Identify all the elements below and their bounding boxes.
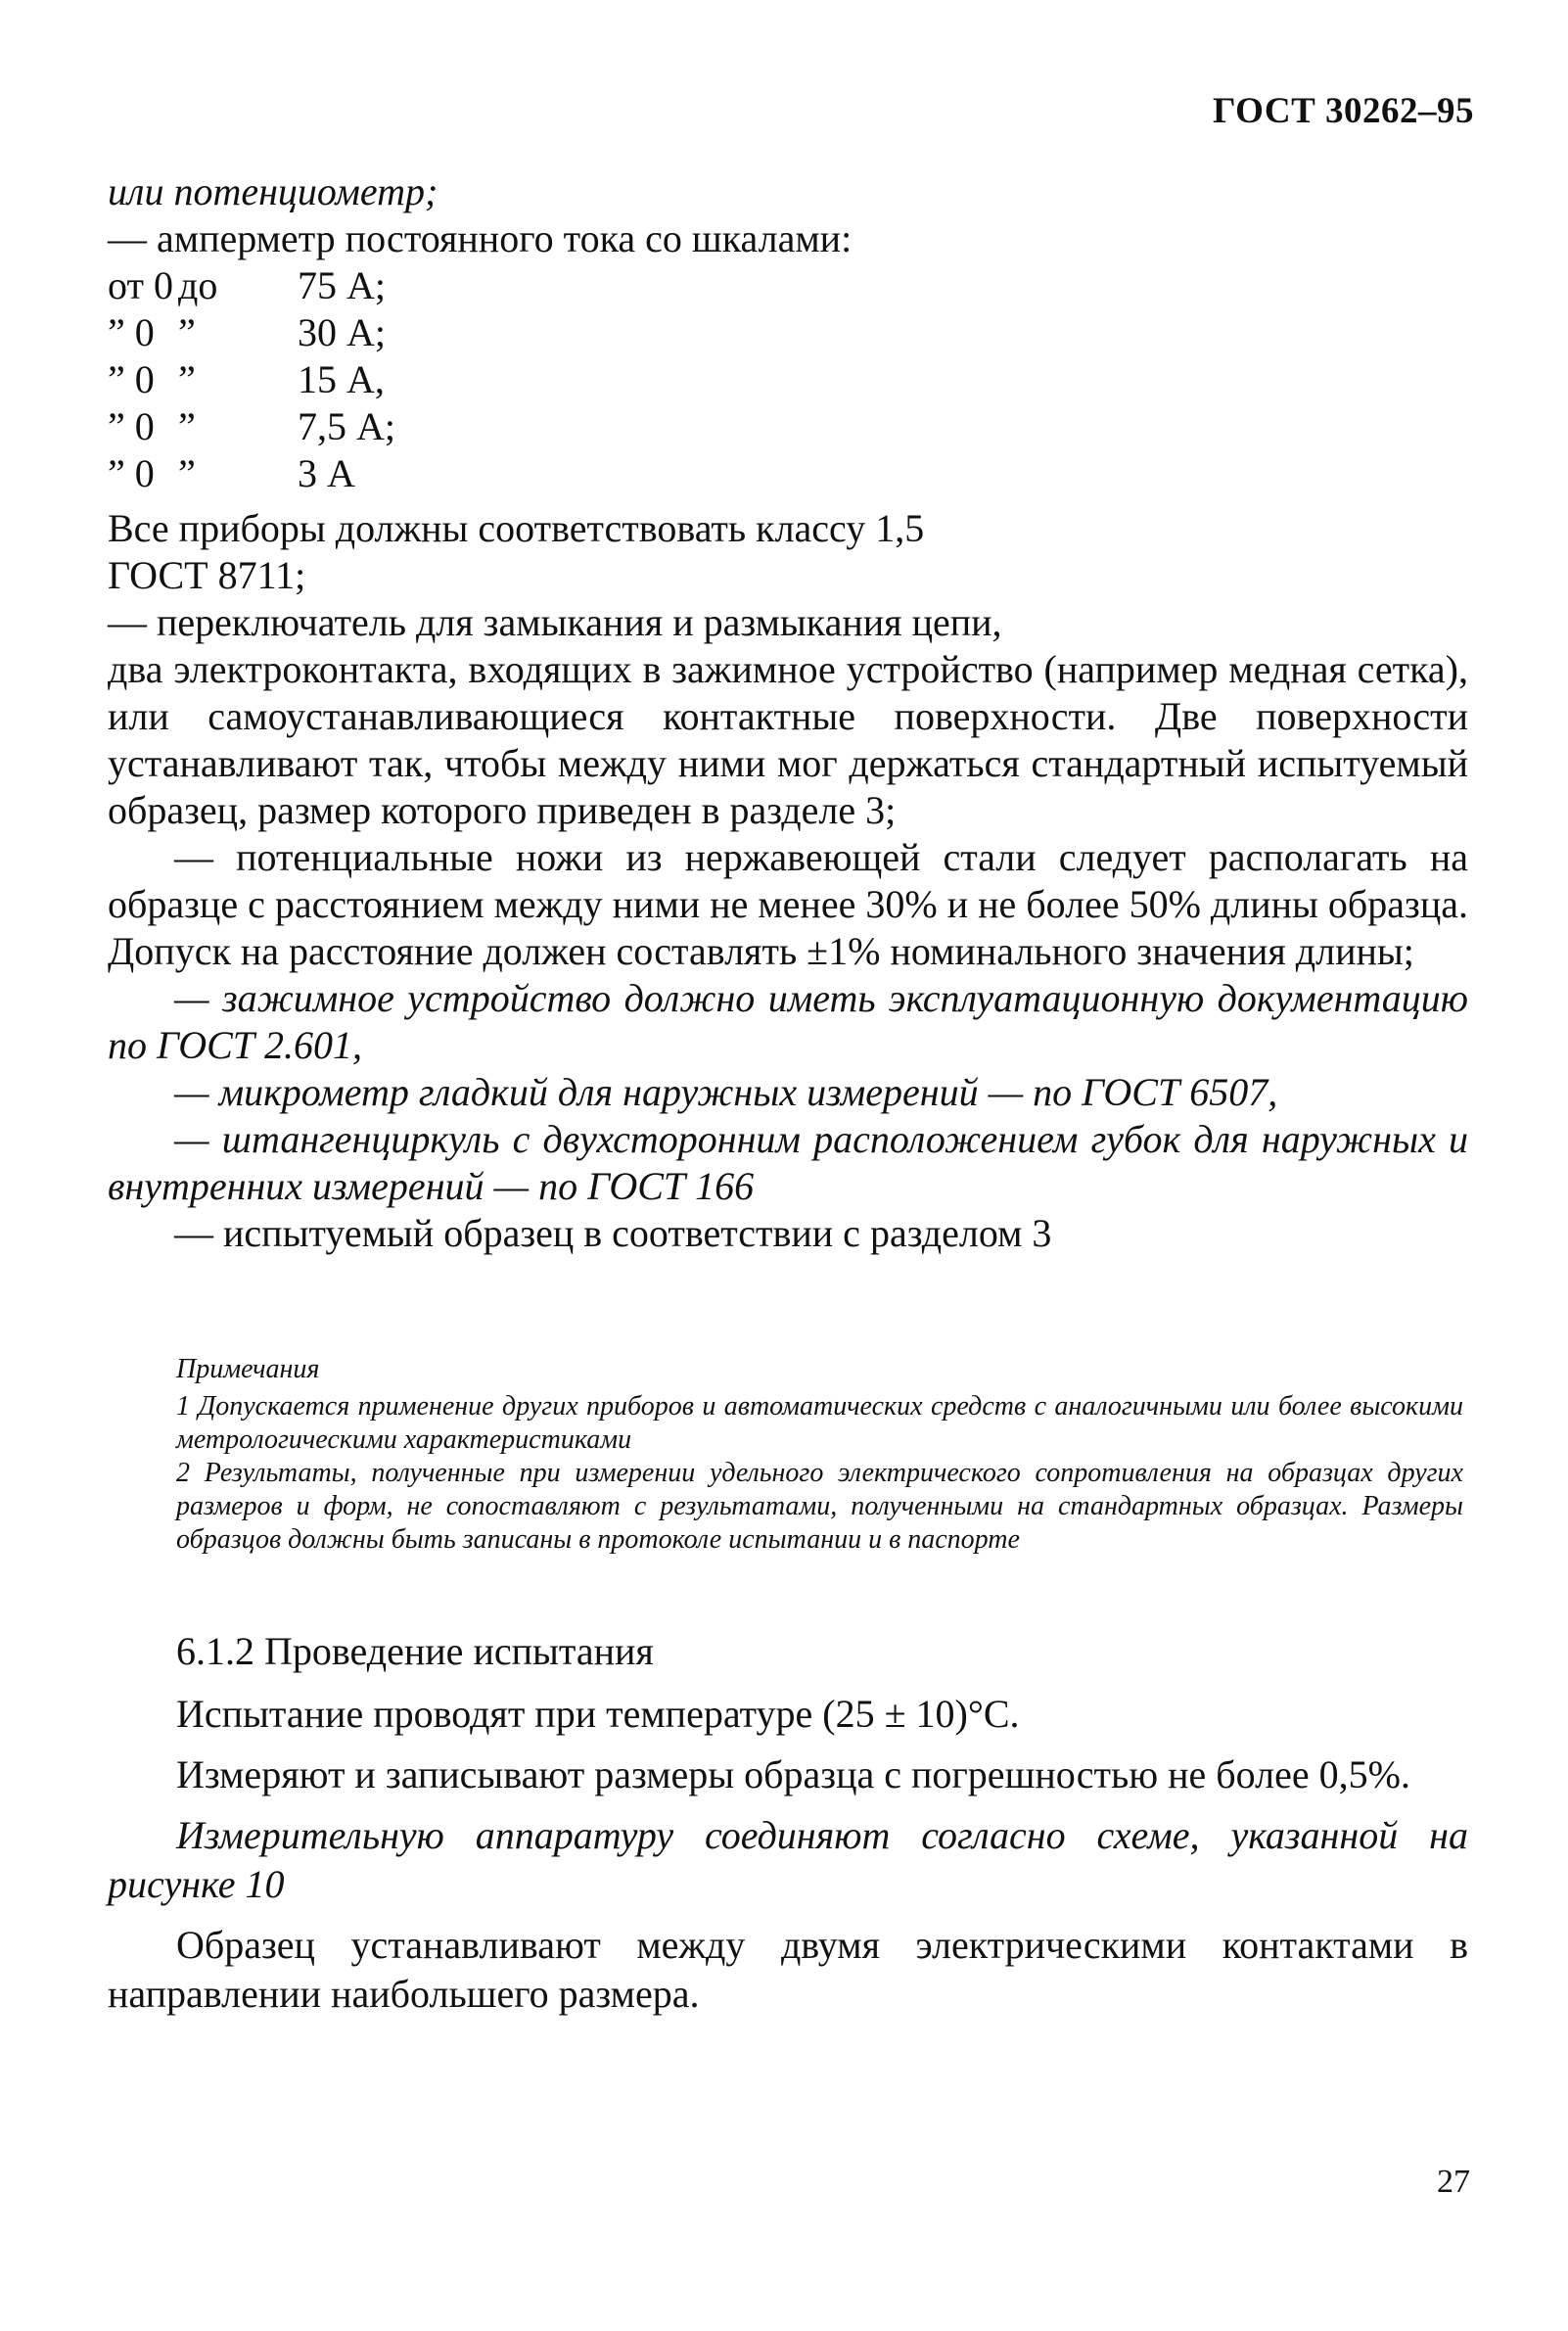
test-specimen-item: — испытуемый образец в соответствии с разделом 3 xyxy=(174,1211,1052,1255)
ammeter-scale-row xyxy=(108,309,1468,356)
scale-from: ” 0 xyxy=(108,451,155,495)
scale-from: ” 0 xyxy=(108,310,155,354)
electrocontacts-paragraph: два электроконтакта, входящих в зажимное устройство (например медная сетка), или самоустанавливающиеся контактные поверхности. Две поверхности устанавливают так, чтобы между ними мог держаться стандартный испытуемый образец, размер которого приведен в разделе 3; xyxy=(108,647,1468,832)
potential-knives-paragraph: — потенциальные ножи из нержавеющей стали следует располагать на образце с расстоянием между ними не менее 30% и не более 50% длины образца. Допуск на расстояние должен составлять ±1% номинального значения длины; xyxy=(108,835,1468,973)
scale-value: 15 А, xyxy=(298,357,385,401)
ammeter-scale-row xyxy=(108,403,1468,450)
scale-from: ” 0 xyxy=(108,404,155,448)
scale-to: ” xyxy=(178,310,196,354)
scale-from: ” 0 xyxy=(108,357,155,401)
ammeter-line: — амперметр постоянного тока со шкалами: xyxy=(108,216,853,260)
notes-title: Примечания xyxy=(176,1354,320,1384)
accuracy-standard-line: ГОСТ 8711; xyxy=(108,553,306,597)
caliper-item: — штангенциркуль с двухсторонним расположением губок для наружных и внутренних измерений — по ГОСТ 166 xyxy=(108,1117,1468,1208)
scale-value: 7,5 А; xyxy=(298,404,395,448)
accuracy-class-line: Все приборы должны соответствовать классу 1,5 xyxy=(108,506,925,550)
switch-line: — переключатель для замыкания и размыкания цепи, xyxy=(108,600,1002,644)
scale-value: 3 А xyxy=(298,451,355,495)
scale-to: ” xyxy=(178,404,196,448)
clamp-device-item: — зажимное устройство должно иметь эксплуатационную документацию по ГОСТ 2.601, xyxy=(108,976,1468,1067)
page-number: 27 xyxy=(1437,2164,1470,2200)
temperature-paragraph: Испытание проводят при температуре (25 ± 10)°С. xyxy=(176,1692,1020,1736)
scale-to: до xyxy=(178,263,218,307)
ammeter-scale-row xyxy=(108,356,1468,403)
scale-value: 30 А; xyxy=(298,310,386,354)
specimen-placement-paragraph: Образец устанавливают между двумя электрическими контактами в направлении наибольшего размера. xyxy=(108,1923,1468,2016)
note-1: 1 Допускается применение других приборов и автоматических средств с аналогичными или более высокими метрологическими характеристиками xyxy=(176,1391,1463,1455)
ammeter-scale-row xyxy=(108,262,1468,309)
apparatus-paragraph: Измерительную аппаратуру соединяют согласно схеме, указанной на рисунке 10 xyxy=(108,1813,1468,1906)
ammeter-scale-row xyxy=(108,450,1468,497)
scale-to: ” xyxy=(178,451,196,495)
section-heading: 6.1.2 Проведение испытания xyxy=(176,1629,654,1673)
section-6-1-2 xyxy=(108,1627,1468,2030)
standard-header: ГОСТ 30262–95 xyxy=(1213,91,1474,131)
dimensions-paragraph: Измеряют и записывают размеры образца с погрешностью не более 0,5%. xyxy=(176,1752,1410,1796)
scale-value: 75 А; xyxy=(298,263,386,307)
note-2: 2 Результаты, полученные при измерении удельного электрического сопротивления на образцах других размеров и форм, не сопоставляют с результатами, полученными на стандартных образцах. Размеры образцов должны быть записаны в протоколе испытании и в паспорте xyxy=(176,1458,1463,1555)
scale-to: ” xyxy=(178,357,196,401)
micrometer-item: — микрометр гладкий для наружных измерений — по ГОСТ 6507, xyxy=(174,1070,1278,1114)
potentiometer-line: или потенциометр; xyxy=(108,169,438,213)
equipment-list xyxy=(108,168,1468,1257)
notes-block xyxy=(176,1353,1463,1557)
scale-from: от 0 xyxy=(108,263,173,307)
